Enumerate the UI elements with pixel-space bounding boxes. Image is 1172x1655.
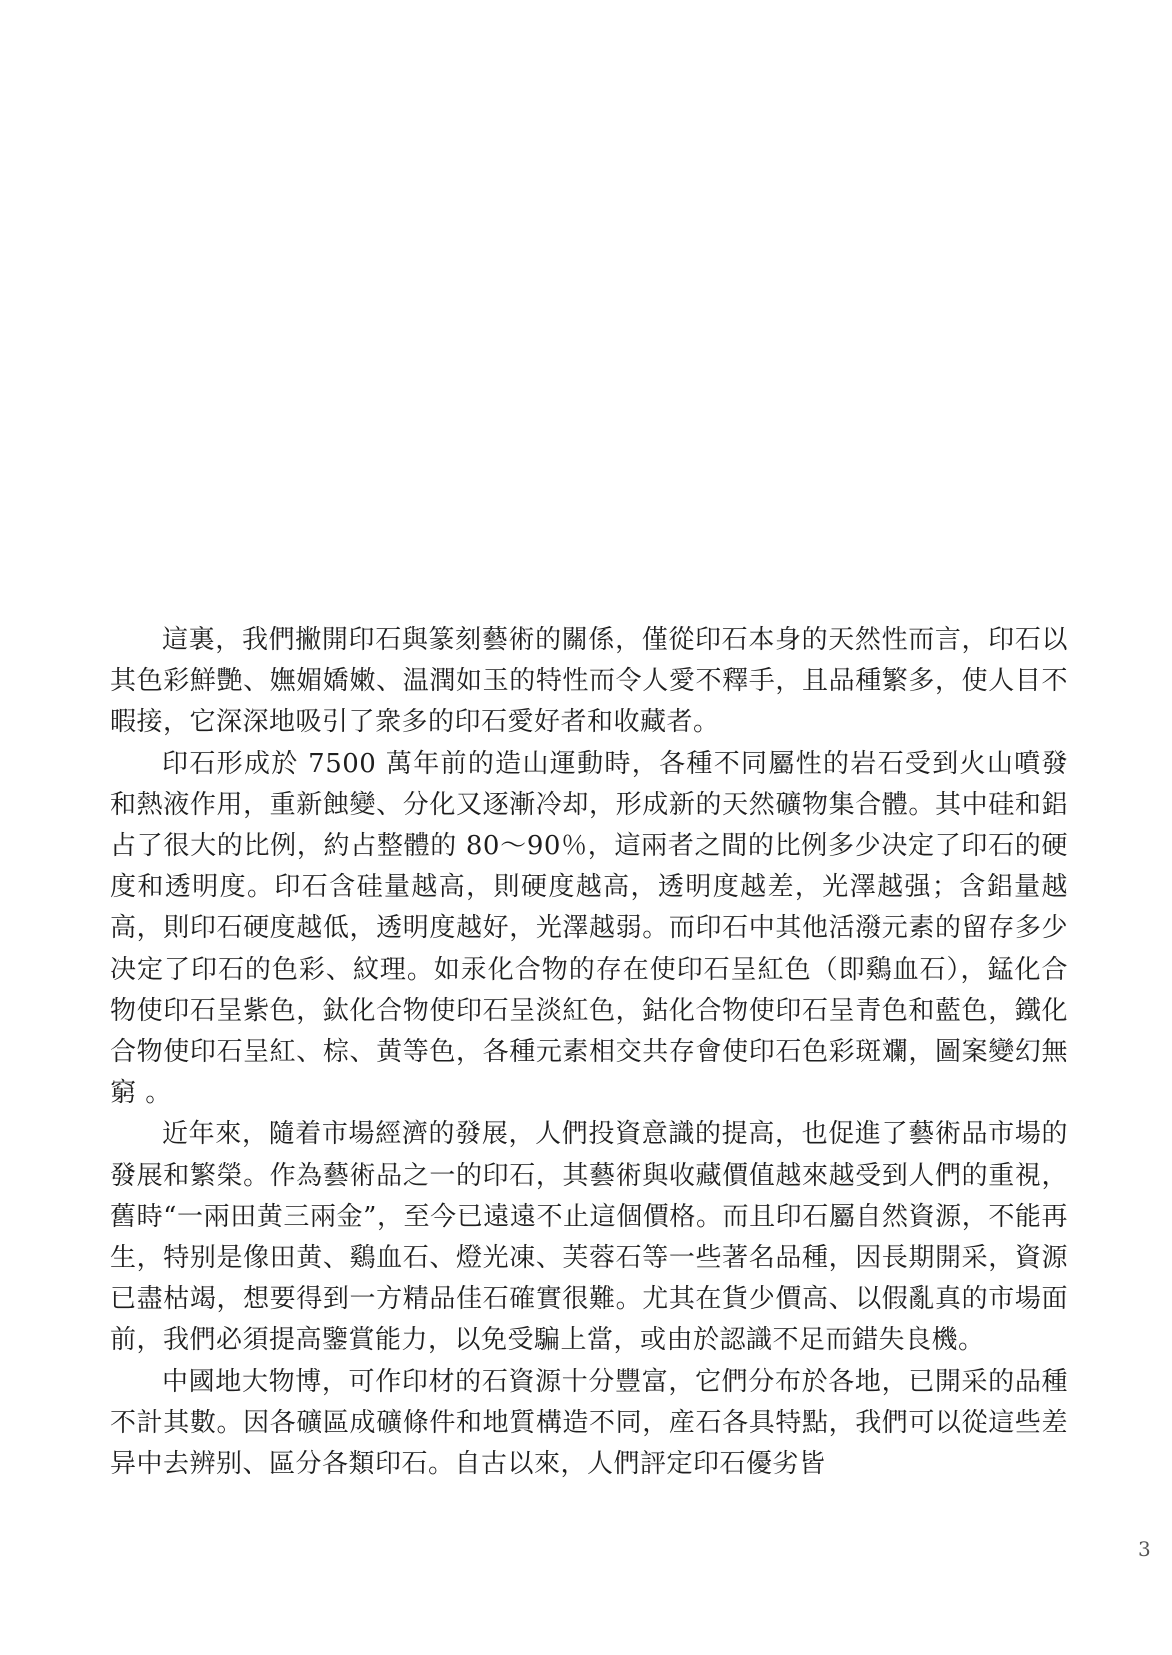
body-text bbox=[110, 620, 1068, 1485]
paragraph-3: 近年來，隨着市場經濟的發展，人們投資意識的提高，也促進了藝術品市場的發展和繁榮。作為藝術品之一的印石，其藝術與收藏價值越來越受到人們的重視，舊時“一兩田黄三兩金”，至今已遠遠不止這個價格。而且印石屬自然資源，不能再生，特别是像田黄、鷄血石、燈光凍、芙蓉石等一些著名品種，因長期開采，資源已盡枯竭，想要得到一方精品佳石確實很難。尤其在貨少價高、以假亂真的市場面前，我們必須提高鑒賞能力，以免受騙上當，或由於認識不足而錯失良機。 bbox=[110, 1119, 1068, 1356]
paragraph-4: 中國地大物博，可作印材的石資源十分豐富，它們分布於各地，已開采的品種不計其數。因各礦區成礦條件和地質構造不同，産石各具特點，我們可以從這些差异中去辨别、區分各類印石。自古以來，人們評定印石優劣皆 bbox=[110, 1366, 1068, 1480]
page-number: 3 bbox=[1138, 1537, 1151, 1561]
paragraph-2: 印石形成於 7500 萬年前的造山運動時，各種不同屬性的岩石受到火山噴發和熱液作用，重新蝕變、分化又逐漸冷却，形成新的天然礦物集合體。其中硅和鋁占了很大的比例，約占整體的 80～90％，這兩者之間的比例多少决定了印石的硬度和透明度。印石含硅量越高，則硬度越高，透明度越差，光澤越强；含鋁量越高，則印石硬度越低，透明度越好，光澤越弱。而印石中其他活潑元素的留存多少决定了印石的色彩、紋理。如汞化合物的存在使印石呈紅色（即鷄血石），錳化合物使印石呈紫色，鈦化合物使印石呈淡紅色，鈷化合物使印石呈青色和藍色，鐵化合物使印石呈紅、棕、黄等色，各種元素相交共存會使印石色彩斑斕，圖案變幻無窮 。 bbox=[110, 748, 1068, 1109]
paragraph-1: 這裏，我們撇開印石與篆刻藝術的關係，僅從印石本身的天然性而言，印石以其色彩鮮艷、嫵媚嬌嫩、温潤如玉的特性而令人愛不釋手，且品種繁多，使人目不暇接，它深深地吸引了衆多的印石愛好者和收藏者。 bbox=[110, 625, 1068, 738]
